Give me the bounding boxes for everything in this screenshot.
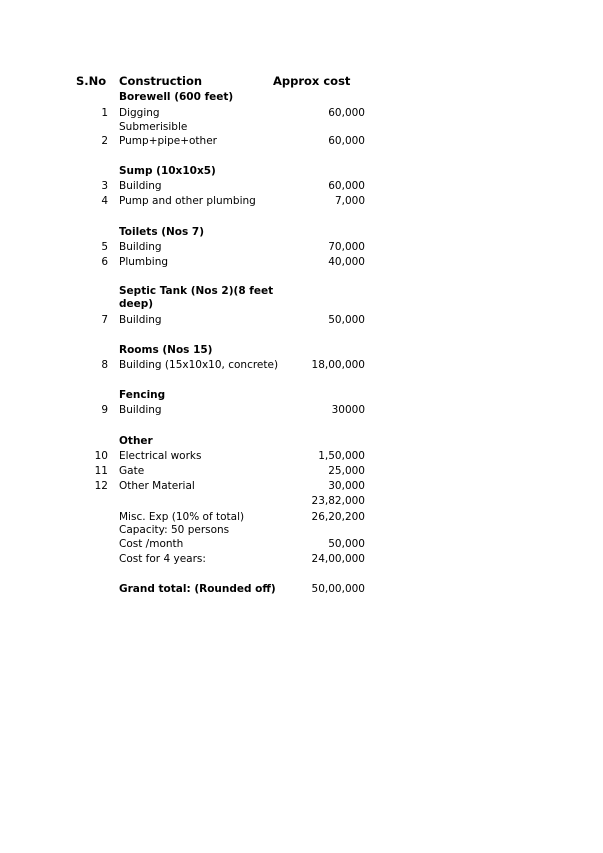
table-row (0, 388, 603, 402)
row-serial-number: 11 (94, 465, 108, 477)
row-description: Gate (119, 465, 145, 477)
row-serial-number: 12 (94, 480, 108, 492)
table-row (0, 434, 603, 448)
row-serial-number: 5 (101, 241, 108, 253)
table-row (0, 523, 603, 537)
table-row (0, 582, 603, 596)
section-heading: Borewell (600 feet) (119, 91, 234, 103)
section-heading: Fencing (119, 389, 166, 401)
table-row (0, 552, 603, 566)
row-serial-number: 1 (101, 107, 108, 119)
row-serial-number: 8 (101, 359, 108, 371)
row-serial-number: 4 (101, 195, 108, 207)
row-description: Building (119, 241, 162, 253)
row-description: Pump+pipe+other (119, 135, 217, 147)
row-amount: 30000 (331, 404, 365, 416)
row-serial-number: 2 (101, 135, 108, 147)
section-heading: Grand total: (Rounded off) (119, 583, 276, 595)
table-row (0, 225, 603, 239)
row-serial-number: 3 (101, 180, 108, 192)
table-row (0, 510, 603, 524)
row-description: Building (119, 180, 162, 192)
row-description: Electrical works (119, 450, 202, 462)
section-heading: Septic Tank (Nos 2)(8 feet (119, 285, 274, 297)
table-row (0, 537, 603, 551)
row-description: Building (15x10x10, concrete) (119, 359, 279, 371)
table-row (0, 240, 603, 254)
table-row (0, 479, 603, 493)
section-heading: Rooms (Nos 15) (119, 344, 213, 356)
row-amount: 70,000 (328, 241, 365, 253)
row-amount: 40,000 (328, 256, 365, 268)
header-sno: S.No (76, 74, 107, 88)
row-amount: 60,000 (328, 107, 365, 119)
row-amount: 7,000 (334, 195, 365, 207)
table-row (0, 194, 603, 208)
row-serial-number: 7 (101, 314, 108, 326)
table-row (0, 343, 603, 357)
table-row (0, 255, 603, 269)
row-serial-number: 6 (101, 256, 108, 268)
header-approx-cost: Approx cost (273, 74, 351, 88)
row-amount: 60,000 (328, 135, 365, 147)
section-heading: Other (119, 435, 153, 447)
row-description: Cost /month (119, 538, 184, 550)
header-construction: Construction (119, 74, 203, 88)
row-amount: 23,82,000 (311, 495, 365, 507)
row-description: Building (119, 314, 162, 326)
section-heading: Toilets (Nos 7) (119, 226, 205, 238)
row-amount: 50,00,000 (311, 583, 365, 595)
row-amount: 50,000 (328, 314, 365, 326)
table-row (0, 106, 603, 120)
row-amount: 24,00,000 (311, 553, 365, 565)
row-amount: 30,000 (328, 480, 365, 492)
table-row (0, 313, 603, 327)
row-description: Pump and other plumbing (119, 195, 256, 207)
table-row (0, 164, 603, 178)
row-amount: 18,00,000 (311, 359, 365, 371)
row-amount: 25,000 (328, 465, 365, 477)
section-heading: deep) (119, 298, 154, 310)
row-serial-number: 10 (94, 450, 108, 462)
table-row (0, 464, 603, 478)
row-description: Misc. Exp (10% of total) (119, 511, 245, 523)
row-amount: 50,000 (328, 538, 365, 550)
row-description: Digging (119, 107, 160, 119)
row-amount: 60,000 (328, 180, 365, 192)
row-description: Building (119, 404, 162, 416)
table-row (0, 358, 603, 372)
row-amount: 1,50,000 (318, 450, 365, 462)
row-description: Plumbing (119, 256, 169, 268)
row-description: Capacity: 50 persons (119, 524, 230, 536)
table-row (0, 494, 603, 508)
section-heading: Sump (10x10x5) (119, 165, 216, 177)
table-row (0, 403, 603, 417)
table-row (0, 449, 603, 463)
row-description: Cost for 4 years: (119, 553, 206, 565)
table-row (0, 90, 603, 104)
row-description: Submerisible (119, 121, 188, 133)
table-row (0, 297, 603, 311)
table-row (0, 134, 603, 148)
table-row (0, 120, 603, 134)
row-amount: 26,20,200 (311, 511, 365, 523)
row-description: Other Material (119, 480, 195, 492)
row-serial-number: 9 (101, 404, 108, 416)
table-row (0, 179, 603, 193)
table-row (0, 284, 603, 298)
